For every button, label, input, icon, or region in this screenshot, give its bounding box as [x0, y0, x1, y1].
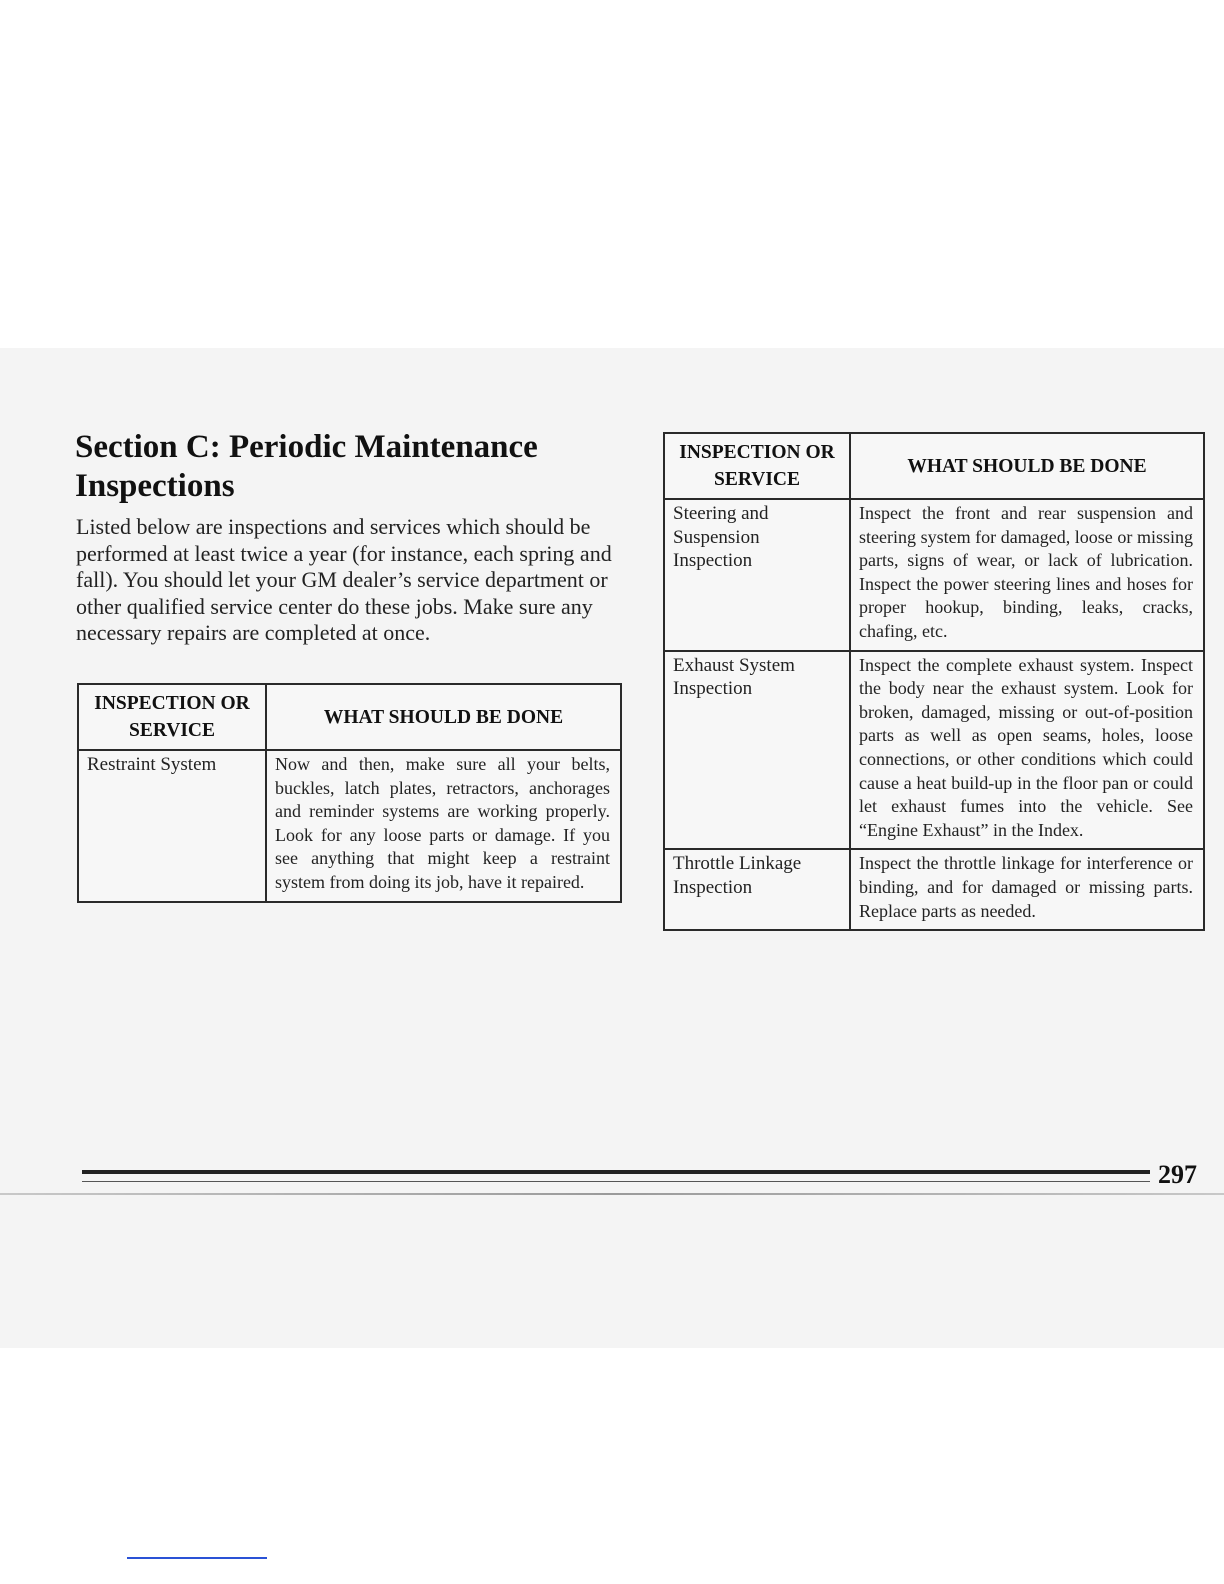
header-what-should-be-done: WHAT SHOULD BE DONE: [850, 433, 1204, 499]
inspection-action: Inspect the complete exhaust system. Inspect the body near the exhaust system. Look for broken, damaged, missing or out-of-position parts as well as open seams, holes, loose connections, or other conditions which could cause a heat build-up in the floor pan or could let exhaust fumes into the vehicle. See “Engine Exhaust” in the Index.: [850, 651, 1204, 850]
inspection-action: Inspect the front and rear suspension and steering system for damaged, loose or missing parts, signs of wear, or lack of lubrication. Inspect the power steering lines and hoses for proper hookup, binding, leaks, cracks, chafing, etc.: [850, 499, 1204, 651]
scan-edge-line: [0, 1193, 1224, 1195]
header-inspection-or-service: INSPECTION OR SERVICE: [664, 433, 850, 499]
inspection-item: Throttle Linkage Inspection: [664, 849, 850, 930]
footer-rule-thin: [82, 1181, 1150, 1182]
header-what-should-be-done: WHAT SHOULD BE DONE: [266, 684, 621, 750]
inspection-item: Steering and Suspension Inspection: [664, 499, 850, 651]
header-inspection-or-service: INSPECTION OR SERVICE: [78, 684, 266, 750]
table-row: [664, 849, 1204, 930]
page-number: 297: [1158, 1160, 1197, 1189]
table-row: [78, 750, 621, 902]
footer-rule: [82, 1170, 1150, 1174]
intro-paragraph: Listed below are inspections and services which should be performed at least twice a year (for instance, each spring and fall). You should let your GM dealer’s service department or other qualified service center do these jobs. Make sure any necessary repairs are completed at once.: [76, 514, 612, 645]
inspection-action: Now and then, make sure all your belts, buckles, latch plates, retractors, anchorages and reminder systems are working properly. Look for any loose parts or damage. If you see anything that might keep a restraint system from doing its job, have it repaired.: [266, 750, 621, 902]
inspection-item: Restraint System: [78, 750, 266, 902]
table-row: [664, 499, 1204, 651]
inspection-action: Inspect the throttle linkage for interference or binding, and for damaged or missing parts. Replace parts as needed.: [850, 849, 1204, 930]
right-maintenance-table: [663, 432, 1205, 931]
section-title: Section C: Periodic Maintenance Inspections: [75, 429, 538, 504]
left-maintenance-table: [77, 683, 622, 903]
bottom-link-underline: [127, 1557, 267, 1559]
table-header-row: [664, 433, 1204, 499]
table-header-row: [78, 684, 621, 750]
table-row: [664, 651, 1204, 850]
inspection-item: Exhaust System Inspection: [664, 651, 850, 850]
